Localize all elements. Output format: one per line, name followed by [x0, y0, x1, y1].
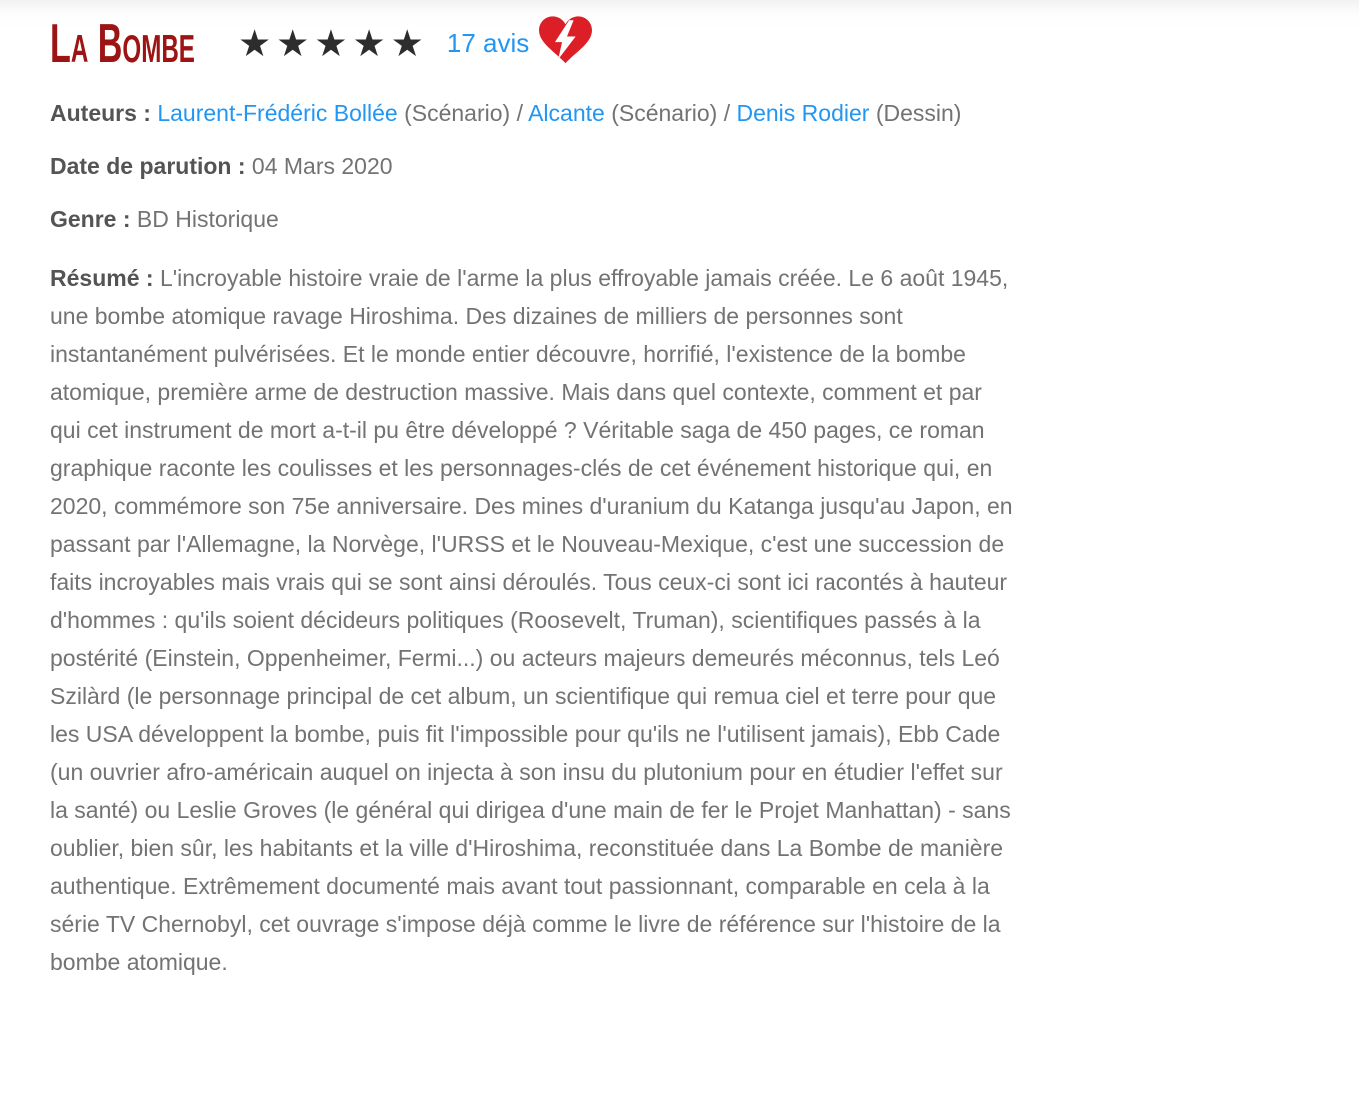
- summary-label: Résumé :: [50, 265, 154, 291]
- author-link-3[interactable]: Denis Rodier: [736, 100, 870, 126]
- author-separator: /: [516, 100, 523, 126]
- favorite-heart-lightning-icon: [539, 16, 592, 64]
- authors-label: Auteurs :: [50, 100, 151, 126]
- rating-stars: ★★★★★: [238, 22, 429, 64]
- author-role-1: (Scénario): [404, 100, 511, 126]
- reviews-count-link[interactable]: 17 avis: [446, 27, 530, 58]
- genre-label: Genre :: [50, 206, 131, 232]
- genre-value: BD Historique: [136, 206, 279, 232]
- genre-line: [50, 200, 1060, 238]
- publication-date-label: Date de parution :: [50, 153, 246, 179]
- publication-date-value: 04 Mars 2020: [251, 153, 393, 179]
- summary-paragraph: [50, 259, 1016, 981]
- book-header: [50, 11, 1060, 74]
- author-separator: /: [723, 100, 731, 126]
- book-info: [50, 94, 1060, 981]
- book-title-wrap: [50, 11, 210, 74]
- author-link-2[interactable]: Alcante: [528, 100, 605, 126]
- author-role-3: (Dessin): [875, 100, 962, 126]
- book-title: La Bombe: [50, 11, 195, 74]
- publication-date-line: [50, 147, 1060, 185]
- authors-line: [50, 94, 1060, 132]
- author-role-2: (Scénario): [611, 100, 718, 126]
- summary-text: L'incroyable histoire vraie de l'arme la plus effroyable jamais créée. Le 6 août 1945, une bombe atomique ravage Hiroshima. Des dizaines de milliers de personnes sont instantanément pulvérisées. Et le monde entier découvre, horrifié, l'existence de la bombe atomique, première arme de destruction massive. Mais dans quel contexte, comment et par qui cet instrument de mort a-t-il pu être développé ? Véritable saga de 450 pages, ce roman graphique raconte les coulisses et les personnages-clés de cet événement historique qui, en 2020, commémore son 75e anniversaire. Des mines d'uranium du Katanga jusqu'au Japon, en passant par l'Allemagne, la Norvège, l'URSS et le Nouveau-Mexique, c'est une succession de faits incroyables mais vrais qui se sont ainsi déroulés. Tous ceux-ci sont ici racontés à hauteur d'hommes : qu'ils soient décideurs politiques (Roosevelt, Truman), scientifiques passés à la postérité (Einstein, Oppenheimer, Fermi...) ou acteurs majeurs demeurés méconnus, tels Leó Szilàrd (le personnage principal de cet album, un scientifique qui remua ciel et terre pour que les USA développent la bombe, puis fit l'impossible pour qu'ils ne l'utilisent jamais), Ebb Cade (un ouvrier afro-américain auquel on injecta à son insu du plutonium pour en étudier l'effet sur la santé) ou Leslie Groves (le général qui dirigea d'une main de fer le Projet Manhattan) - sans oublier, bien sûr, les habitants et la ville d'Hiroshima, reconstituée dans La Bombe de manière authentique. Extrêmement documenté mais avant tout passionnant, comparable en cela à la série TV Chernobyl, cet ouvrage s'impose déjà comme le livre de référence sur l'histoire de la bombe atomique.: [50, 265, 1013, 975]
- author-link-1[interactable]: Laurent-Frédéric Bollée: [157, 100, 398, 126]
